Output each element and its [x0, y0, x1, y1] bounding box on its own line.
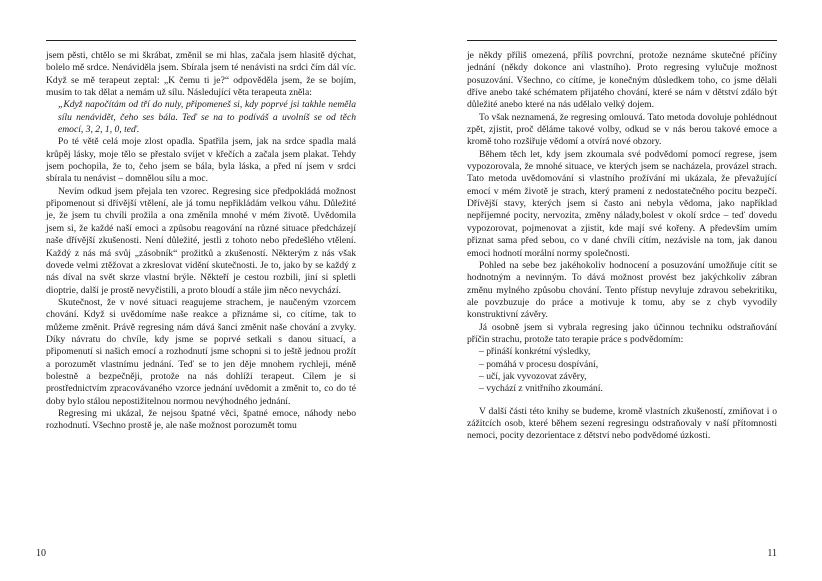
paragraph: jsem pěsti, chtělo se mi škrábat, změnil se mi hlas, začala jsem hlasitě dýchat, bolelo mě srdce. Nenáviděla jsem. Sbírala jsem té nenávisti na srdci čím dál víc. Když se mě terapeut zeptal: „K čemu ti je?“ odpověděla jsem, že se bojím, musím to tak dělat a nemám už sílu. Následující věta terapeuta zněla: — [46, 50, 356, 99]
list-item: – pomáhá v procesu dospívání, — [479, 358, 599, 370]
list-item: – přináší konkrétní výsledky, — [479, 346, 591, 358]
header-rule — [46, 40, 356, 41]
paragraph: Skutečnost, že v nové situaci reagujeme strachem, je naučeným vzorcem chování. Když si uvědomíme naše reakce a přiznáme si, co cítíme, tak to můžeme změnit. Právě regresing nám dává šanci změnit naše chování a zvyky. Díky návratu do chvíle, kdy jsme se poprvé setkali s danou situací, a připomenutí si našich emocí a rozhodnutí jsme schopni si to ještě jednou prožít a porozumět vlastnímu jednání. Teď se to jen děje mnohem rychleji, méně bolestně a bezpečněji, protože na nás dohlíží terapeut. Cílem je si prostřednictvím zpracovávaného vzorce jednání uvědomit a změnit to, co do té doby bylo stálou nepostižitelnou normou nevýhodného jednání. — [46, 296, 356, 407]
paragraph: To však neznamená, že regresing omlouvá. Tato metoda dovoluje pohlédnout zpět, zjistit, proč děláme takové volby, odkud se v nás berou takové emoce a kromě toho rozšiřuje vědomí a otvírá nové obzory. — [467, 111, 777, 148]
list-item: – učí, jak vyvozovat závěry, — [479, 370, 587, 382]
right-page — [467, 0, 777, 581]
paragraph: Nevím odkud jsem přejala ten vzorec. Regresing sice předpokládá možnost připomenout si dřívější vtělení, ale já tomu nepřikládám velkou váhu. Důležité je, že jsem tu chvíli prožila a ona změnila mnohé v mém životě. Uvědomila jsem si, že každé naší emoci a způsobu reagování na různé situace předcházejí naše dřívější zkušenosti. Není důležité, jestli z tohoto nebo předešlého vtělení. Každý z nás má svůj „zásobník“ prožitků a zkušeností. Některým z nás však dovede velmi ztěžovat a zkreslovat vidění skutečnosti. Je to, jako by se každý z nás díval na svět skrze vlastní brýle. Někteří je cestou rozbili, jiní si spletli dioptrie, další je prostě nevyčistili, a proto bloudí a stále jim něco nevychází. — [46, 185, 356, 296]
paragraph: Po té větě celá moje zlost opadla. Spatřila jsem, jak na srdce spadla malá krůpěj lásky, moje tělo se přestalo svíjet v křečích a začala jsem plakat. Tehdy jsem pochopila, že to, čeho jsem se bála, byla láska, a před ní jsem v srdci sbírala tu nenávist – domnělou sílu a moc. — [46, 136, 356, 185]
bullet-list — [467, 346, 777, 395]
quote-paragraph: „Když napočítám od tří do nuly, připomeneš si, kdy poprvé jsi takhle neměla sílu nenávidět, čeho ses bála. Teď se na to podíváš a uvolníš se od těch emocí, 3, 2, 1, 0, teď. — [58, 99, 356, 136]
header-rule — [467, 40, 777, 41]
paragraph: Během těch let, kdy jsem zkoumala své podvědomí pomocí regrese, jsem vypozorovala, že mnohé situace, ve kterých jsem se nacházela, provázel strach. Tato metoda uvědomování si vlastního prožívání mi ukázala, že převažující emocí v mém životě je strach, který pramení z nedostatečného pocitu bezpečí. Dřívější stavy, kterých jsem si často ani nebyla vědoma, jako například nepříjemné pocity, nervozita, změny nálady,bolest v okolí srdce – teď dovedu vypozorovat, pojmenovat a zjistit, kde mají své kořeny. A především umím přiznat sama před sebou, co v dané chvíli cítím, nezávisle na tom, jak danou emoci hodnotí morální normy společnosti. — [467, 148, 777, 259]
left-page-text — [46, 50, 356, 433]
left-page — [36, 0, 356, 581]
paragraph: je někdy příliš omezená, příliš povrchní, protože neznáme skutečné příčiny jednání (někdy dokonce ani vlastního). Proto regresing vylučuje možnost posuzování. Všechno, co cítíme, je konečným důsledkem toho, co jsme dělali dříve anebo také schématem přijatého chování, které se nám v dětství zdálo být důležité anebo které na nás udělalo velký dojem. — [467, 50, 777, 111]
page-number: 10 — [36, 548, 46, 559]
paragraph: Regresing mi ukázal, že nejsou špatné věci, špatné emoce, náhody nebo rozhodnutí. Všechno prostě je, ale naše možnost porozumět tomu — [46, 407, 356, 432]
right-page-text — [467, 50, 777, 443]
list-item: – vychází z vnitřního zkoumání. — [479, 383, 603, 395]
page-number: 11 — [767, 548, 777, 559]
closing-paragraph: V další části této knihy se budeme, kromě vlastních zkušeností, zmiňovat i o zážitcích osob, které během sezení regresingu odstraňovaly v naší přítomnosti nemoci, pocity dezorientace z dětství nebo podvědomé úzkosti. — [467, 405, 777, 442]
paragraph: Pohled na sebe bez jakéhokoliv hodnocení a posuzování umožňuje cítit se hodnotným a nevinným. To dává možnost provést bez jakýchkoliv zábran změnu mylného způsobu chování. Tento přístup nevyluje zdravou sebekritiku, ale povzbuzuje do práce a motivuje k tomu, aby se z chyb vyvodily konstruktivní závěry. — [467, 259, 777, 321]
paragraph: Já osobně jsem si vybrala regresing jako účinnou techniku odstraňování příčin strachu, protože tato terapie práce s podvědomím: — [467, 321, 777, 345]
